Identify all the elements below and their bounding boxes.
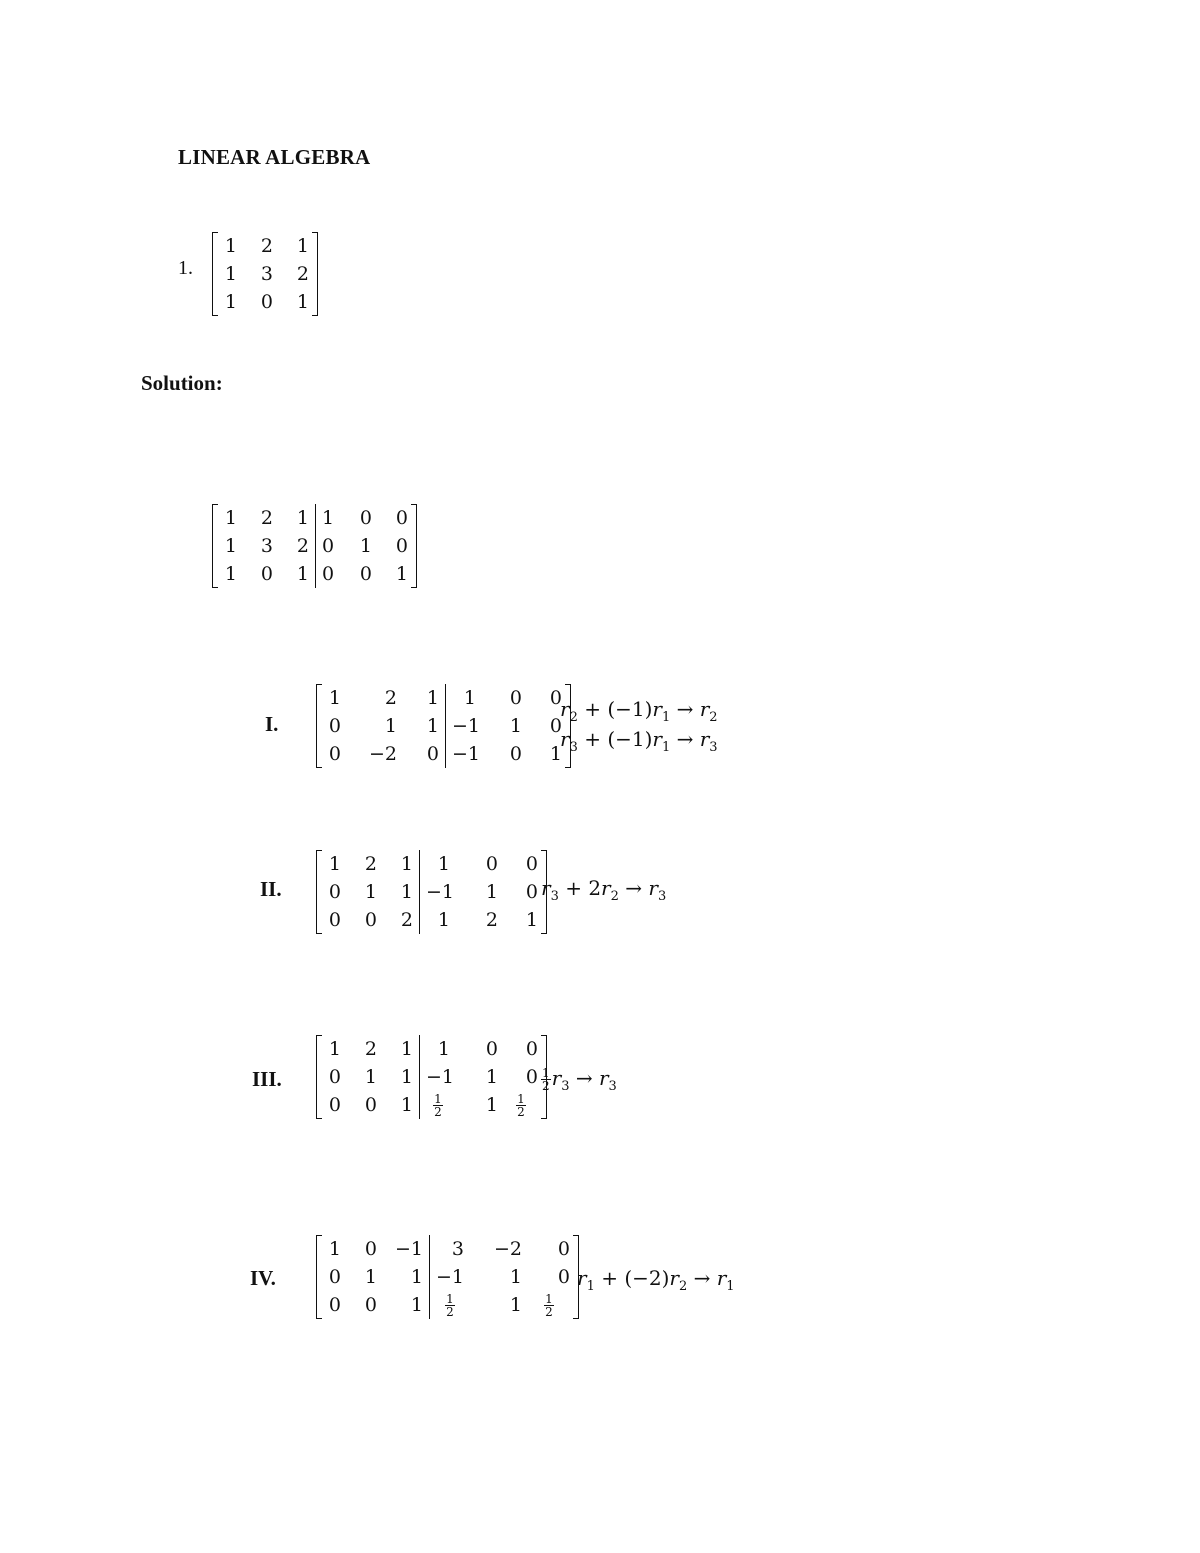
problem-matrix — [212, 232, 318, 316]
matrix-cell: 0 — [525, 853, 538, 875]
matrix-cell: 0 — [557, 1238, 570, 1260]
matrix-cell: 1 — [426, 715, 439, 737]
matrix-cell: 0 — [395, 535, 408, 557]
matrix-cell: 0 — [364, 1094, 377, 1116]
matrix-cell: 1 — [509, 1266, 522, 1288]
matrix-cell: $\frac{1}{2}$ — [545, 1291, 553, 1319]
solution-heading: Solution: — [141, 371, 223, 395]
augment-separator — [315, 504, 316, 588]
augment-separator — [429, 1235, 430, 1319]
matrix-cell: 1 — [437, 1038, 450, 1060]
matrix-cell: 0 — [328, 1066, 341, 1088]
step-2-matrix — [316, 850, 547, 934]
matrix-cell: 1 — [485, 881, 498, 903]
matrix-cell: 3 — [451, 1238, 464, 1260]
augment-separator — [445, 684, 446, 768]
matrix-cell: 2 — [364, 1038, 377, 1060]
matrix-cell: 2 — [260, 235, 273, 257]
matrix-cell: 1 — [364, 881, 377, 903]
matrix-cell: 0 — [328, 881, 341, 903]
matrix-cell: 1 — [549, 743, 562, 765]
matrix-cell: 1 — [437, 853, 450, 875]
matrix-cell: 0 — [557, 1266, 570, 1288]
matrix-cell: −1 — [452, 715, 481, 737]
matrix-cell: 1 — [395, 563, 408, 585]
matrix-cell: 1 — [224, 507, 237, 529]
matrix-cell: 0 — [549, 715, 562, 737]
matrix-cell: 3 — [260, 263, 273, 285]
matrix-cell: 0 — [549, 687, 562, 709]
matrix-cell: 1 — [426, 687, 439, 709]
matrix-cell: −1 — [426, 1066, 455, 1088]
right-bracket — [411, 504, 417, 588]
matrix-cell: 1 — [224, 235, 237, 257]
matrix-cell: 1 — [224, 291, 237, 313]
matrix-cell: 3 — [260, 535, 273, 557]
matrix-cell: 2 — [260, 507, 273, 529]
matrix-cell: 2 — [364, 853, 377, 875]
matrix-cell: −1 — [452, 743, 481, 765]
matrix-cell: 0 — [364, 1238, 377, 1260]
matrix-cell: 1 — [410, 1294, 423, 1316]
matrix-cell: 0 — [525, 1038, 538, 1060]
step-label: II. — [260, 877, 282, 901]
matrix-cell: 0 — [525, 881, 538, 903]
matrix-cell: $\frac{1}{2}$ — [517, 1091, 525, 1119]
matrix-cell: 1 — [509, 715, 522, 737]
right-bracket — [312, 232, 318, 316]
matrix-cell: 0 — [485, 1038, 498, 1060]
matrix-cell: 0 — [525, 1066, 538, 1088]
matrix-cell: 1 — [322, 507, 335, 529]
matrix-cell: 0 — [328, 1266, 341, 1288]
augment-separator — [419, 1035, 420, 1119]
matrix-cell: 0 — [364, 1294, 377, 1316]
augment-separator — [419, 850, 420, 934]
matrix-cell: 1 — [359, 535, 372, 557]
matrix-cell: 1 — [400, 1038, 413, 1060]
step-label: IV. — [250, 1266, 276, 1290]
matrix-cell: 1 — [400, 1066, 413, 1088]
matrix-cell: 1 — [410, 1266, 423, 1288]
augmented-matrix — [212, 504, 417, 588]
matrix-cell: −2 — [368, 743, 397, 765]
matrix-cell: 1 — [328, 687, 341, 709]
matrix-cell: 2 — [485, 909, 498, 931]
step-1-matrix — [316, 684, 571, 768]
row-operation: $r_1 + (-2)r_2 \to r_1$ — [577, 1266, 735, 1294]
matrix-cell: 1 — [328, 1038, 341, 1060]
matrix-cell: 0 — [328, 715, 341, 737]
matrix-cell: 0 — [359, 563, 372, 585]
matrix-cell: 1 — [328, 1238, 341, 1260]
matrix-cell: 1 — [364, 1066, 377, 1088]
matrix-cell: 1 — [509, 1294, 522, 1316]
matrix-cell: 0 — [322, 535, 335, 557]
matrix-cell: 1 — [296, 563, 309, 585]
row-operation: $\frac{1}{2}$ $r_3 \to r_3$ — [542, 1066, 617, 1094]
step-label: III. — [252, 1067, 282, 1091]
matrix-cell: −1 — [394, 1238, 423, 1260]
matrix-cell: 0 — [485, 853, 498, 875]
matrix-cell: 0 — [328, 743, 341, 765]
matrix-cell: 1 — [400, 881, 413, 903]
matrix-cell: 0 — [328, 909, 341, 931]
matrix-cell: −2 — [493, 1238, 522, 1260]
matrix-cell: 0 — [322, 563, 335, 585]
row-operation: $r_3 + 2r_2 \to r_3$ — [541, 876, 667, 904]
matrix-cell: $\frac{1}{2}$ — [434, 1091, 442, 1119]
matrix-cell: 0 — [395, 507, 408, 529]
matrix-cell: 0 — [328, 1094, 341, 1116]
step-label: I. — [265, 712, 279, 736]
matrix-cell: 2 — [400, 909, 413, 931]
matrix-cell: 1 — [485, 1094, 498, 1116]
page-title: LINEAR ALGEBRA — [178, 145, 371, 169]
matrix-cell: 1 — [437, 909, 450, 931]
matrix-cell: 1 — [296, 291, 309, 313]
matrix-cell: 0 — [359, 507, 372, 529]
matrix-cell: 1 — [384, 715, 397, 737]
matrix-cell: 1 — [463, 687, 476, 709]
matrix-cell: 0 — [260, 291, 273, 313]
matrix-cell: 1 — [400, 853, 413, 875]
problem-number: 1. — [178, 257, 193, 279]
step-3-matrix — [316, 1035, 547, 1119]
matrix-cell: 2 — [296, 535, 309, 557]
matrix-cell: 2 — [296, 263, 309, 285]
matrix-cell: 2 — [384, 687, 397, 709]
matrix-cell: 0 — [509, 743, 522, 765]
matrix-cell: 0 — [260, 563, 273, 585]
matrix-cell: 1 — [525, 909, 538, 931]
matrix-cell: 1 — [224, 263, 237, 285]
matrix-cell: 1 — [400, 1094, 413, 1116]
matrix-cell: 1 — [224, 535, 237, 557]
matrix-cell: 1 — [364, 1266, 377, 1288]
matrix-cell: 1 — [224, 563, 237, 585]
matrix-cell: 1 — [296, 235, 309, 257]
matrix-cell: 0 — [426, 743, 439, 765]
matrix-cell: 0 — [509, 687, 522, 709]
matrix-cell: 1 — [485, 1066, 498, 1088]
row-operation: $r_3 + (-1)r_1 \to r_3$ — [560, 727, 718, 755]
matrix-cell: 1 — [296, 507, 309, 529]
matrix-cell: 0 — [328, 1294, 341, 1316]
matrix-cell: $\frac{1}{2}$ — [446, 1291, 454, 1319]
matrix-cell: 1 — [328, 853, 341, 875]
matrix-cell: −1 — [436, 1266, 465, 1288]
matrix-cell: 0 — [364, 909, 377, 931]
row-operation: $r_2 + (-1)r_1 \to r_2$ — [560, 697, 718, 725]
step-4-matrix — [316, 1235, 579, 1319]
matrix-cell: −1 — [426, 881, 455, 903]
